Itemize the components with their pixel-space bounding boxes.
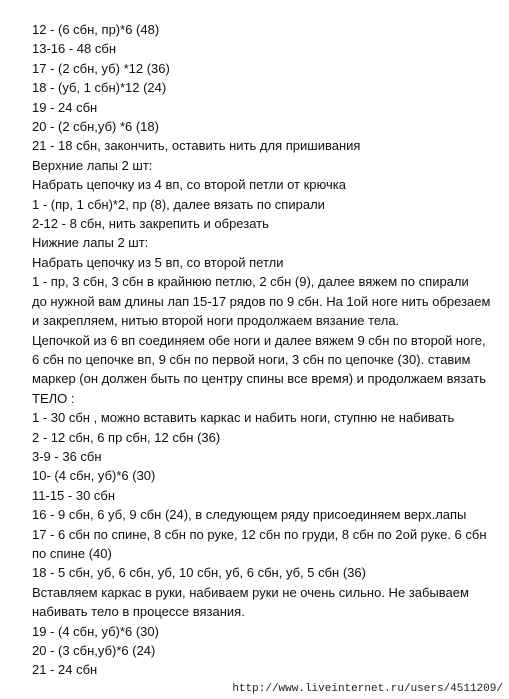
join-legs-text: 6 сбн по цепочке вп, 9 сбн по первой ноги, 3 сбн по цепочке (30). ставим	[32, 351, 471, 367]
source-url-watermark: http://www.liveinternet.ru/users/4511209/	[232, 683, 503, 695]
body-row-16: 16 - 9 сбн, 6 уб, 9 сбн (24), в следующем ряду присоединяем верх.лапы	[32, 507, 467, 523]
row-12: 12 - (6 сбн, пр)*6 (48)	[32, 22, 160, 37]
section-heading-lower-paws: Нижние лапы 2 шт:	[32, 235, 149, 251]
lower-paws-row-1: 1 - пр, 3 сбн, 3 сбн в крайнюю петлю, 2 сбн (9), далее вяжем по спирали	[32, 274, 469, 290]
body-row-17: 17 - 6 сбн по спине, 8 сбн по руке, 12 сбн по груди, 8 сбн по 2ой руке. 6 сбн	[32, 526, 487, 542]
body-row-20: 20 - (3 сбн,уб)*6 (24)	[32, 643, 156, 658]
row-19: 19 - 24 сбн	[32, 99, 98, 115]
stuffing-note: Вставляем каркас в руки, набиваем руки не очень сильно. Не забываем	[32, 584, 469, 600]
stuffing-note: набивать тело в процессе вязания.	[32, 604, 245, 620]
lower-paws-text: до нужной вам длины лап 15-17 рядов по 9 сбн. На 1ой ноге нить обрезаем	[32, 293, 491, 309]
body-row-19: 19 - (4 сбн, уб)*6 (30)	[32, 623, 159, 639]
body-row-10: 10- (4 сбн, уб)*6 (30)	[32, 468, 156, 484]
row-21: 21 - 18 сбн, закончить, оставить нить для пришивания	[32, 138, 361, 154]
join-legs-text: маркер (он должен быть по центру спины все время) и продолжаем вязать	[32, 371, 487, 387]
body-row-18: 18 - 5 сбн, уб, 6 сбн, уб, 10 сбн, уб, 6 сбн, уб, 5 сбн (36)	[32, 565, 366, 581]
body-row-11-15: 11-15 - 30 сбн	[32, 487, 116, 503]
row-13-16: 13-16 - 48 сбн	[32, 41, 116, 57]
upper-paws-row-2-12: 2-12 - 8 сбн, нить закрепить и обрезать	[32, 216, 269, 232]
section-heading-upper-paws: Верхние лапы 2 шт:	[32, 157, 153, 173]
lower-paws-text: и закрепляем, нитью второй ноги продолжаем вязание тела.	[32, 313, 400, 329]
lower-paws-chain: Набрать цепочку из 5 вп, со второй петли	[32, 254, 284, 270]
body-row-3-9: 3-9 - 36 сбн	[32, 448, 102, 464]
row-20: 20 - (2 сбн,уб) *6 (18)	[32, 119, 159, 135]
row-17: 17 - (2 сбн, уб) *12 (36)	[32, 60, 170, 76]
row-18: 18 - (уб, 1 сбн)*12 (24)	[32, 80, 167, 96]
pattern-text	[32, 20, 492, 680]
upper-paws-row-1: 1 - (пр, 1 сбн)*2, пр (8), далее вязать по спирали	[32, 196, 325, 212]
upper-paws-chain: Набрать цепочку из 4 вп, со второй петли от крючка	[32, 177, 346, 193]
body-row-21: 21 - 24 сбн	[32, 662, 98, 678]
body-row-17-cont: по спине (40)	[32, 545, 112, 561]
body-row-1: 1 - 30 сбн , можно вставить каркас и набить ноги, ступню не набивать	[32, 410, 455, 426]
body-row-2: 2 - 12 сбн, 6 пр сбн, 12 сбн (36)	[32, 429, 221, 445]
join-legs-text: Цепочкой из 6 вп соединяем обе ноги и далее вяжем 9 сбн по второй ноге,	[32, 332, 486, 348]
section-heading-body: ТЕЛО :	[32, 390, 75, 406]
